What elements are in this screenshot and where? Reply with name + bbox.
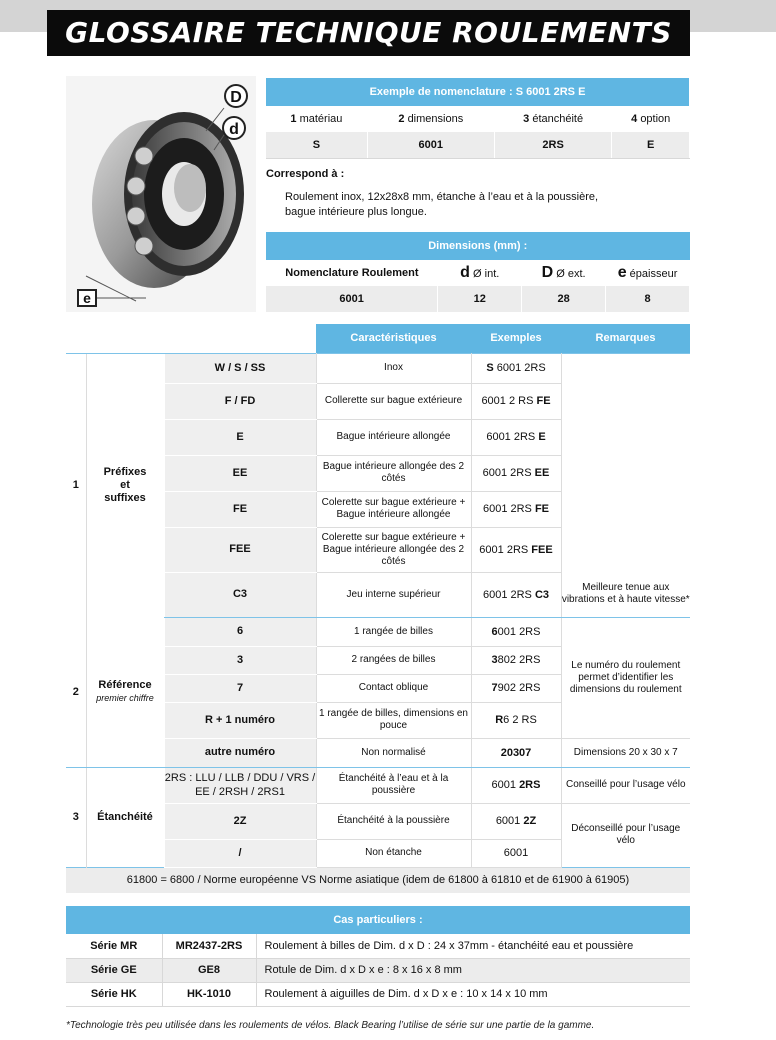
row-exemple: 6001 2RS E: [471, 419, 561, 455]
header-exemples: Exemples: [471, 324, 561, 353]
row-exemple: 6001 2RS: [471, 767, 561, 803]
row-remarque: [561, 353, 690, 572]
row-remarque: Le numéro du roulement permet d’identifier les dimensions du roulement: [561, 617, 690, 738]
cas-particuliers-table: [66, 906, 690, 1007]
norm-note: 61800 = 6800 / Norme européenne VS Norme asiatique (idem de 61800 à 61810 et de 61900 à 61905): [66, 867, 690, 893]
row-caracteristique: 1 rangée de billes, dimensions en pouce: [316, 702, 471, 738]
nomen-val-2: 6001: [367, 132, 494, 158]
table-row: [66, 867, 690, 893]
cas-serie: Série HK: [66, 982, 162, 1006]
group-name: Référence premier chiffre: [86, 617, 164, 767]
row-code: autre numéro: [164, 738, 316, 767]
row-caracteristique: Colerette sur bague extérieure + Bague intérieure allongée: [316, 491, 471, 527]
row-code: FE: [164, 491, 316, 527]
row-exemple: 6001 2RS FEE: [471, 527, 561, 572]
row-remarque: Conseillé pour l’usage vélo: [561, 767, 690, 803]
row-caracteristique: Étanchéité à la poussière: [316, 803, 471, 839]
row-exemple: 6001 2RS EE: [471, 455, 561, 491]
row-code: W / S / SS: [164, 353, 316, 383]
row-exemple: R6 2 RS: [471, 702, 561, 738]
nomen-col-3: 3 étanchéité: [494, 106, 612, 132]
page-title: GLOSSAIRE TECHNIQUE ROULEMENTS: [47, 10, 690, 56]
row-caracteristique: Non normalisé: [316, 738, 471, 767]
header-caracteristiques: Caractéristiques: [316, 324, 471, 353]
correspond-title: Correspond à :: [266, 168, 345, 180]
cas-serie: Série GE: [66, 958, 162, 982]
cas-model: GE8: [162, 958, 256, 982]
row-exemple: 7902 2RS: [471, 674, 561, 702]
cas-model: MR2437-2RS: [162, 934, 256, 958]
row-code: E: [164, 419, 316, 455]
row-caracteristique: Jeu interne supérieur: [316, 572, 471, 617]
dim-val-nomen: 6001: [266, 286, 438, 312]
dim-label-D: D Ø ext.: [541, 264, 586, 281]
cas-header: Cas particuliers :: [66, 906, 690, 934]
correspond-text: [285, 190, 685, 220]
row-caracteristique: Inox: [316, 353, 471, 383]
row-exemple: 6001 2 RS FE: [471, 383, 561, 419]
cas-model: HK-1010: [162, 982, 256, 1006]
table-row: [66, 353, 690, 383]
svg-text:e: e: [83, 290, 91, 306]
dimensions-table: [266, 232, 690, 312]
row-caracteristique: Contact oblique: [316, 674, 471, 702]
cas-description: Roulement à billes de Dim. d x D : 24 x 37mm - étanchéité eau et poussière: [256, 934, 690, 958]
group-number: 3: [72, 811, 79, 823]
row-code: F / FD: [164, 383, 316, 419]
nomen-col-1: 1 matériau: [266, 106, 367, 132]
glossary-table: [66, 324, 690, 893]
nomen-col-2: 2 dimensions: [367, 106, 494, 132]
row-exemple: 20307: [471, 738, 561, 767]
nomen-col-4: 4 option: [612, 106, 690, 132]
row-caracteristique: Non étanche: [316, 839, 471, 867]
row-caracteristique: 1 rangée de billes: [316, 617, 471, 646]
row-caracteristique: Bague intérieure allongée: [316, 419, 471, 455]
row-exemple: 6001: [471, 839, 561, 867]
row-exemple: 3802 2RS: [471, 646, 561, 674]
group-name: Préfixes et suffixes: [86, 353, 164, 617]
svg-text:d: d: [229, 121, 239, 138]
nomen-val-3: 2RS: [494, 132, 612, 158]
row-code: FEE: [164, 527, 316, 572]
row-code: 3: [164, 646, 316, 674]
bearing-illustration: [66, 76, 256, 312]
row-exemple: 6001 2RS C3: [471, 572, 561, 617]
row-caracteristique: Colerette sur bague extérieure + Bague intérieure allongée des 2 côtés: [316, 527, 471, 572]
correspond-line-1: Roulement inox, 12x28x8 mm, étanche à l’eau et à la poussière,: [285, 191, 599, 203]
nomenclature-header: Exemple de nomenclature : S 6001 2RS E: [266, 78, 690, 106]
row-exemple: 6001 2RS: [471, 617, 561, 646]
row-caracteristique: Étanchéité à l’eau et à la poussière: [316, 767, 471, 803]
row-code: C3: [164, 572, 316, 617]
group-name: Étanchéité: [86, 767, 164, 867]
cas-serie: Série MR: [66, 934, 162, 958]
nomenclature-table: [266, 78, 690, 159]
table-row: [66, 934, 690, 958]
row-remarque: Déconseillé pour l’usage vélo: [561, 803, 690, 867]
row-code: 7: [164, 674, 316, 702]
footnote: *Technologie très peu utilisée dans les roulements de vélos. Black Bearing l’utilise de série sur une partie de la gamme.: [66, 1020, 595, 1031]
dim-label-d: d Ø int.: [460, 264, 500, 281]
row-code: 6: [164, 617, 316, 646]
cas-description: Rotule de Dim. d x D x e : 8 x 16 x 8 mm: [256, 958, 690, 982]
row-caracteristique: 2 rangées de billes: [316, 646, 471, 674]
label-e-icon: [78, 290, 96, 306]
correspond-line-2: bague intérieure plus longue.: [285, 206, 427, 218]
nomen-val-4: E: [612, 132, 690, 158]
row-exemple: S 6001 2RS: [471, 353, 561, 383]
svg-text:D: D: [230, 89, 242, 106]
dimensions-header: Dimensions (mm) :: [266, 232, 690, 260]
row-code: EE: [164, 455, 316, 491]
row-exemple: 6001 2RS FE: [471, 491, 561, 527]
row-remarque: Meilleure tenue aux vibrations et à haute vitesse*: [561, 572, 690, 617]
nomen-val-1: S: [266, 132, 367, 158]
table-row: [66, 958, 690, 982]
row-remarque: Dimensions 20 x 30 x 7: [561, 738, 690, 767]
table-row: [66, 767, 690, 803]
table-row: [66, 617, 690, 646]
header-remarques: Remarques: [561, 324, 690, 353]
row-code: /: [164, 839, 316, 867]
row-code: 2RS : LLU / LLB / DDU / VRS / EE / 2RSH / 2RS1: [164, 767, 316, 803]
row-caracteristique: Collerette sur bague extérieure: [316, 383, 471, 419]
group-number: 2: [66, 617, 86, 767]
cas-description: Roulement à aiguilles de Dim. d x D x e : 10 x 14 x 10 mm: [256, 982, 690, 1006]
dim-label-e: e épaisseur: [617, 264, 678, 281]
dim-val-e: 8: [606, 286, 690, 312]
row-code: R + 1 numéro: [164, 702, 316, 738]
row-code: 2Z: [164, 803, 316, 839]
table-row: [66, 982, 690, 1006]
label-D-icon: [225, 85, 247, 107]
dim-val-d: 12: [438, 286, 522, 312]
dim-label-nomen: Nomenclature Roulement: [285, 267, 419, 279]
group-number: 1: [66, 353, 86, 617]
label-d-icon: [223, 117, 245, 139]
row-caracteristique: Bague intérieure allongée des 2 côtés: [316, 455, 471, 491]
dim-val-D: 28: [522, 286, 606, 312]
row-exemple: 6001 2Z: [471, 803, 561, 839]
